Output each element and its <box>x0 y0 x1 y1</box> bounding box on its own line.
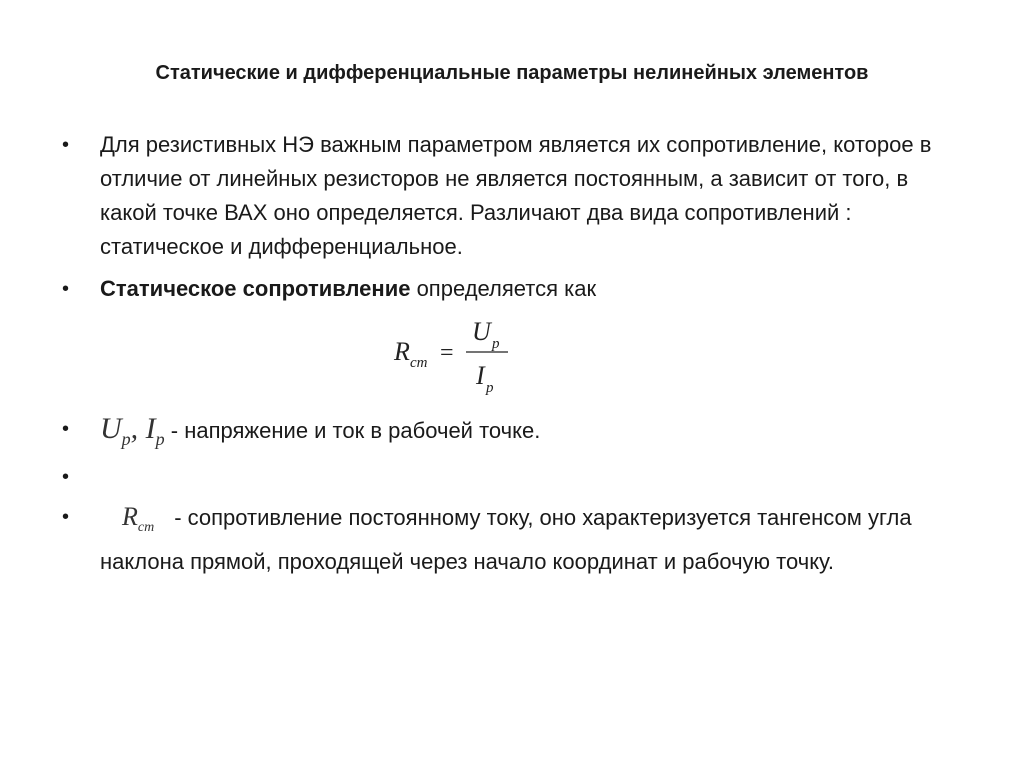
formula-denominator-subscript: p <box>486 380 494 396</box>
bullet-marker: • <box>62 418 70 440</box>
formula-numerator-symbol: U <box>472 317 491 346</box>
bullet-list <box>62 128 962 579</box>
bullet-text: Для резистивных НЭ важным параметром является их сопротивление, которое в отличие от линейных резисторов не является постоянным, а зависит от того, в какой точке ВАХ оно определяется. Различают два вида сопротивлений : статическое и дифференциальное. <box>100 132 932 259</box>
formula-lhs-subscript: ст <box>410 355 428 371</box>
bullet-marker: • <box>62 134 70 156</box>
static-resistance-formula <box>392 306 542 406</box>
voltage-current-symbols <box>100 412 165 449</box>
current-subscript: p <box>155 429 165 449</box>
formula-denominator-symbol: I <box>476 361 485 390</box>
voltage-subscript: p <box>121 429 131 449</box>
formula-equals: = <box>440 340 454 366</box>
bullet-text: определяется как <box>410 276 597 301</box>
current-symbol: I <box>145 412 156 445</box>
formula-block <box>62 306 962 410</box>
static-resistance-term: Статическое сопротивление <box>100 276 411 301</box>
resistance-subscript: ст <box>137 520 155 536</box>
bullet-text: - напряжение и ток в рабочей точке. <box>164 418 541 443</box>
bullet-resistance-intro <box>62 128 962 264</box>
symbol-separator: , <box>130 412 146 445</box>
bullet-empty <box>62 460 962 494</box>
static-resistance-symbol <box>122 502 155 536</box>
bullet-marker: • <box>62 466 70 488</box>
bullet-text: - сопротивление постоянному току, оно характеризуется тангенсом угла наклона прямой, проходящей через начало координат и рабочую точку. <box>100 505 912 575</box>
bullet-dc-resistance <box>62 500 962 579</box>
bullet-voltage-current <box>62 412 962 456</box>
bullet-marker: • <box>62 278 70 300</box>
voltage-symbol: U <box>100 412 122 445</box>
slide-title: Статические и дифференциальные параметры нелинейных элементов <box>155 62 869 84</box>
formula-lhs-symbol: R <box>394 337 410 366</box>
bullet-marker: • <box>62 506 70 528</box>
resistance-symbol: R <box>122 502 138 531</box>
bullet-static-resistance <box>62 272 962 306</box>
formula-numerator-subscript: p <box>492 336 500 352</box>
